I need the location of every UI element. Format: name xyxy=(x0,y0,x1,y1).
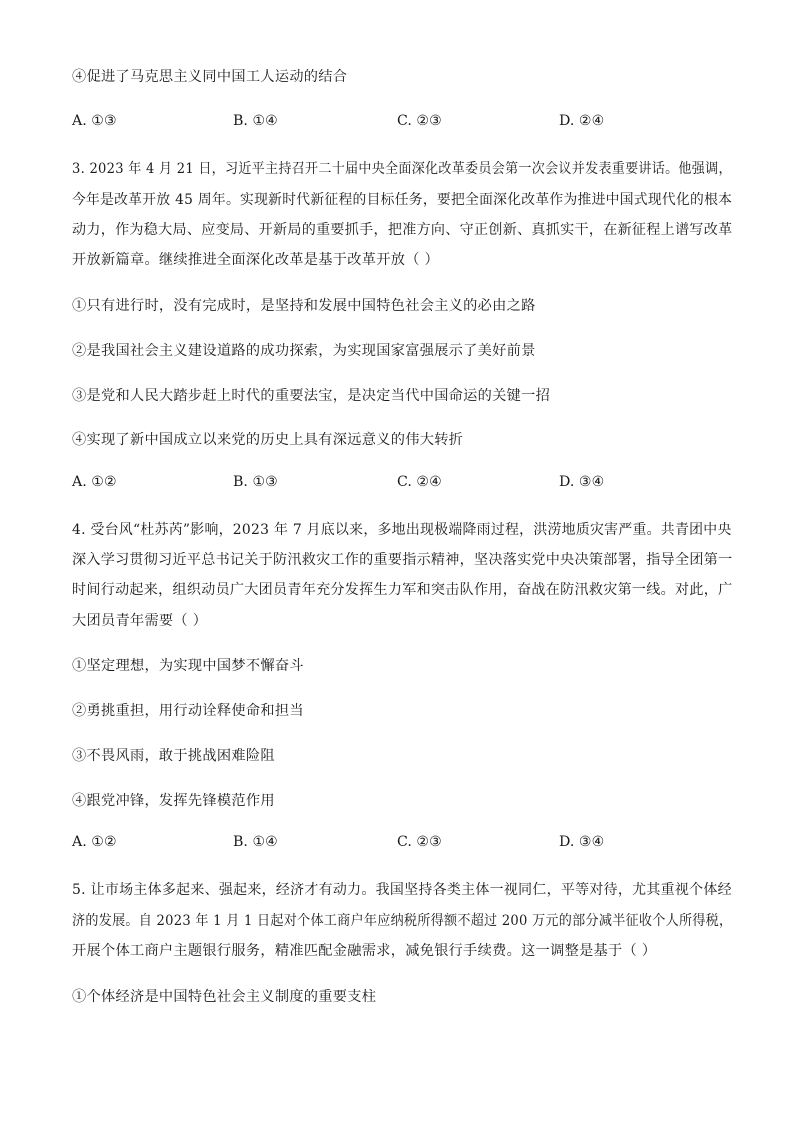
q4-option-d: D. ③④ xyxy=(559,834,605,850)
q3-statement-4: ④实现了新中国成立以来党的历史上具有深远意义的伟大转折 xyxy=(72,432,464,448)
q3-option-b: B. ①③ xyxy=(233,474,278,490)
q5-statement-1: ①个体经济是中国特色社会主义制度的重要支柱 xyxy=(72,989,377,1005)
q5-stem-line-1: 5. 让市场主体多起来、强起来，经济才有动力。我国坚持各类主体一视同仁，平等对待，尤其重视个体经 xyxy=(72,882,732,898)
q2-option-a: A. ①③ xyxy=(72,113,117,129)
q3-stem-line-4: 开放新篇章。继续推进全面深化改革是基于改革开放（ ） xyxy=(72,252,439,268)
q3-option-d: D. ③④ xyxy=(559,474,605,490)
q4-stem-line-2: 深入学习贯彻习近平总书记关于防汛救灾工作的重要指示精神，坚决落实党中央决策部署，指导全团第一 xyxy=(72,552,733,568)
q3-stem-line-2: 今年是改革开放 45 周年。实现新时代新征程的目标任务，要把全面深化改革作为推进中国式现代化的根本 xyxy=(72,192,733,208)
q4-stem-line-3: 时间行动起来，组织动员广大团员青年充分发挥生力军和突击队作用，奋战在防汛救灾第一线。对此，广 xyxy=(72,582,733,598)
q2-option-c: C. ②③ xyxy=(397,113,442,129)
q4-statement-2: ②勇挑重担，用行动诠释使命和担当 xyxy=(72,703,304,719)
q5-stem-line-2: 济的发展。自 2023 年 1 月 1 日起对个体工商户年应纳税所得额不超过 200 万元的部分减半征收个人所得税， xyxy=(72,913,733,929)
q3-options xyxy=(72,474,732,494)
q4-options xyxy=(72,834,732,854)
q3-stem-line-1: 3. 2023 年 4 月 21 日，习近平主持召开二十届中央全面深化改革委员会第一次会议并发表重要讲话。他强调， xyxy=(72,161,732,177)
q2-options xyxy=(72,113,732,133)
q4-stem-line-4: 大团员青年需要（ ） xyxy=(72,613,208,629)
q4-stem-line-1: 4. 受台风“杜苏芮”影响，2023 年 7 月底以来，多地出现极端降雨过程，洪涝地质灾害严重。共青团中央 xyxy=(72,522,732,538)
q5-stem-line-3: 开展个体工商户主题银行服务，精准匹配金融需求，减免银行手续费。这一调整是基于（ ） xyxy=(72,943,657,959)
q4-statement-1: ①坚定理想，为实现中国梦不懈奋斗 xyxy=(72,658,304,674)
q3-stem-line-3: 动力，作为稳大局、应变局、开新局的重要抓手，把准方向、守正创新、真抓实干，在新征程上谱写改革 xyxy=(72,222,733,238)
q4-option-c: C. ②③ xyxy=(397,834,442,850)
q2-statement-4: ④促进了马克思主义同中国工人运动的结合 xyxy=(72,69,348,85)
q3-option-a: A. ①② xyxy=(72,474,117,490)
q3-statement-2: ②是我国社会主义建设道路的成功探索，为实现国家富强展示了美好前景 xyxy=(72,343,536,359)
q3-statement-1: ①只有进行时，没有完成时，是坚持和发展中国特色社会主义的必由之路 xyxy=(72,298,536,314)
q4-statement-4: ④跟党冲锋，发挥先锋模范作用 xyxy=(72,793,275,809)
q4-option-b: B. ①④ xyxy=(233,834,278,850)
q2-option-b: B. ①④ xyxy=(233,113,278,129)
q4-statement-3: ③不畏风雨，敢于挑战困难险阻 xyxy=(72,748,275,764)
q3-statement-3: ③是党和人民大踏步赶上时代的重要法宝，是决定当代中国命运的关键一招 xyxy=(72,388,551,404)
q2-option-d: D. ②④ xyxy=(559,113,605,129)
q4-option-a: A. ①② xyxy=(72,834,117,850)
q3-option-c: C. ②④ xyxy=(397,474,442,490)
